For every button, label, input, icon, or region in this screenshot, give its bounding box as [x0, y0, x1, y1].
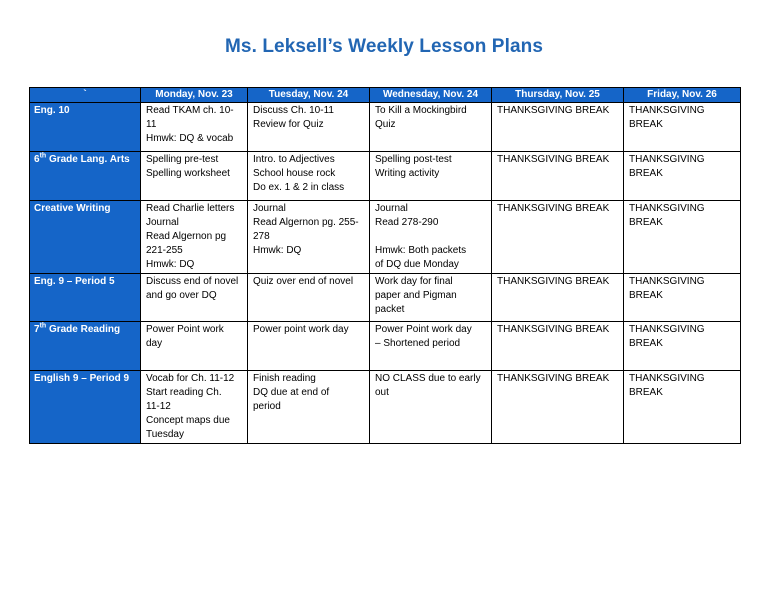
class-name: Eng. 10	[30, 103, 141, 152]
plan-cell: THANKSGIVING BREAK	[624, 103, 741, 152]
table-row	[30, 103, 741, 152]
table-row	[30, 152, 741, 201]
plan-cell: THANKSGIVING BREAK	[624, 371, 741, 444]
plan-cell: Power Point work day – Shortened period	[370, 322, 492, 371]
table-row	[30, 322, 741, 371]
plan-cell: Journal Read Algernon pg. 255- 278 Hmwk: DQ	[248, 201, 370, 274]
table-row	[30, 274, 741, 322]
table-row	[30, 371, 741, 444]
class-name: 7th Grade Reading	[30, 322, 141, 371]
plan-cell: Spelling pre-test Spelling worksheet	[141, 152, 248, 201]
plan-cell: THANKSGIVING BREAK	[624, 152, 741, 201]
class-name: Eng. 9 – Period 5	[30, 274, 141, 322]
plan-cell: THANKSGIVING BREAK	[624, 322, 741, 371]
plan-cell: THANKSGIVING BREAK	[492, 201, 624, 274]
plan-cell: Read Charlie letters Journal Read Algernon pg 221-255 Hmwk: DQ	[141, 201, 248, 274]
plan-cell: Power Point work day	[141, 322, 248, 371]
page-title: Ms. Leksell’s Weekly Lesson Plans	[224, 36, 543, 57]
plan-cell: THANKSGIVING BREAK	[492, 371, 624, 444]
header-day-thursday: Thursday, Nov. 25	[492, 88, 624, 103]
plan-cell: Intro. to Adjectives School house rock Do ex. 1 & 2 in class	[248, 152, 370, 201]
table-row	[30, 201, 741, 274]
plan-cell: Discuss end of novel and go over DQ	[141, 274, 248, 322]
plan-cell: Discuss Ch. 10-11 Review for Quiz	[248, 103, 370, 152]
plan-cell: THANKSGIVING BREAK	[492, 152, 624, 201]
plan-cell: NO CLASS due to early out	[370, 371, 492, 444]
plan-cell: Work day for final paper and Pigman packet	[370, 274, 492, 322]
header-day-tuesday: Tuesday, Nov. 24	[248, 88, 370, 103]
plan-cell: Journal Read 278-290 Hmwk: Both packets of DQ due Monday	[370, 201, 492, 274]
plan-cell: Vocab for Ch. 11-12 Start reading Ch. 11-12 Concept maps due Tuesday	[141, 371, 248, 444]
class-name: Creative Writing	[30, 201, 141, 274]
header-row	[30, 88, 741, 103]
plan-cell: To Kill a Mockingbird Quiz	[370, 103, 492, 152]
plan-cell: THANKSGIVING BREAK	[492, 274, 624, 322]
header-day-monday: Monday, Nov. 23	[141, 88, 248, 103]
plan-cell: THANKSGIVING BREAK	[492, 103, 624, 152]
class-name: 6th Grade Lang. Arts	[30, 152, 141, 201]
plan-cell: THANKSGIVING BREAK	[624, 201, 741, 274]
plan-cell: THANKSGIVING BREAK	[492, 322, 624, 371]
plan-cell: Finish reading DQ due at end of period	[248, 371, 370, 444]
plan-cell: Quiz over end of novel	[248, 274, 370, 322]
header-day-friday: Friday, Nov. 26	[624, 88, 741, 103]
plan-cell: Spelling post-test Writing activity	[370, 152, 492, 201]
header-corner: `	[30, 88, 141, 103]
plan-cell: Read TKAM ch. 10- 11 Hmwk: DQ & vocab	[141, 103, 248, 152]
plan-cell: Power point work day	[248, 322, 370, 371]
lesson-plan-table	[29, 87, 741, 444]
plan-cell: THANKSGIVING BREAK	[624, 274, 741, 322]
class-name: English 9 – Period 9	[30, 371, 141, 444]
header-day-wednesday: Wednesday, Nov. 24	[370, 88, 492, 103]
